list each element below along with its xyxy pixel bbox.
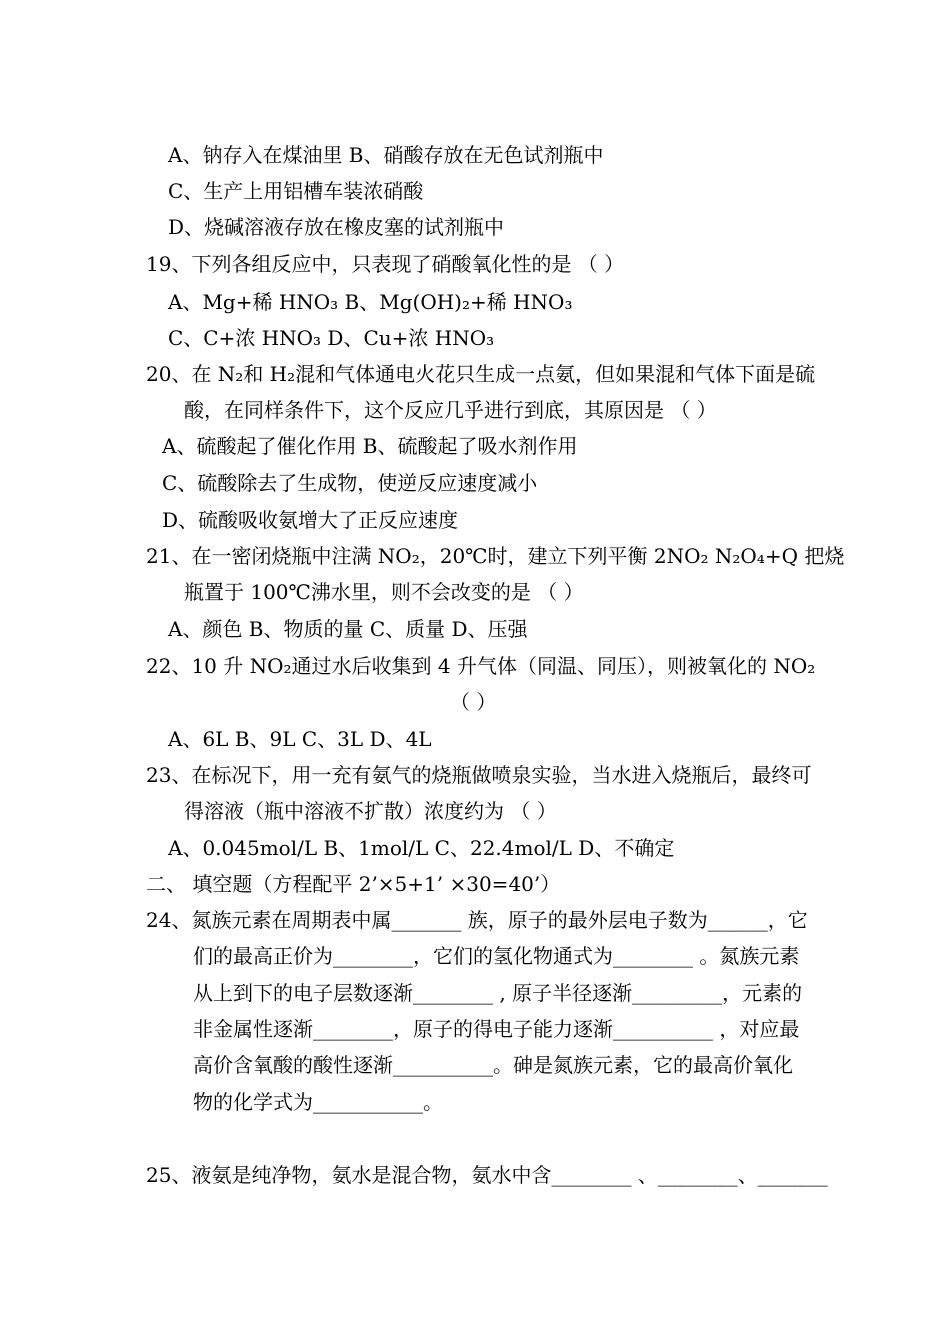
q20-option-line-ab: A、硫酸起了催化作用 B、硫酸起了吸水剂作用 [162, 434, 578, 458]
q22-stem: 22、10 升 NO₂通过水后收集到 4 升气体（同温、同压），则被氧化的 NO₂ [146, 654, 816, 678]
q19-option-line-cd: C、C+浓 HNO₃ D、Cu+浓 HNO₃ [168, 326, 495, 350]
q18-option-line-c: C、生产上用铝槽车装浓硝酸 [168, 179, 424, 203]
q24-line-2: 们的最高正价为________，它们的氢化物通式为________ 。氮族元素 [193, 944, 800, 968]
q24-line-1: 24、氮族元素在周期表中属_______ 族，原子的最外层电子数为______，它 [146, 908, 808, 932]
q19-option-line-ab: A、Mg+稀 HNO₃ B、Mg(OH)₂+稀 HNO₃ [168, 290, 573, 314]
q20-stem-line-2: 酸，在同样条件下，这个反应几乎进行到底，其原因是 （ ） [184, 398, 717, 422]
q24-line-4: 非金属性逐渐________，原子的得电子能力逐渐__________ ，对应最 [193, 1017, 800, 1041]
q21-stem-line-2: 瓶置于 100℃沸水里，则不会改变的是 （ ） [184, 580, 584, 604]
q23-options: A、0.045mol/L B、1mol/L C、22.4mol/L D、不确定 [168, 836, 675, 860]
q20-option-line-d: D、硫酸吸收氨增大了正反应速度 [162, 508, 459, 532]
q23-stem-line-2: 得溶液（瓶中溶液不扩散）浓度约为 （ ） [184, 799, 557, 823]
q21-stem-line-1: 21、在一密闭烧瓶中注满 NO₂，20℃时，建立下列平衡 2NO₂ N₂O₄+Q 把烧 [146, 544, 845, 568]
q22-answer-bracket: （ ） [450, 690, 497, 714]
q20-option-line-c: C、硫酸除去了生成物，使逆反应速度减小 [162, 471, 538, 495]
q25-line-1: 25、液氨是纯净物，氨水是混合物，氨水中含________ 、________、_______ [146, 1163, 828, 1187]
q20-stem-line-1: 20、在 N₂和 H₂混和气体通电火花只生成一点氨，但如果混和气体下面是硫 [146, 362, 816, 386]
q23-stem-line-1: 23、在标况下，用一充有氨气的烧瓶做喷泉实验，当水进入烧瓶后，最终可 [146, 763, 812, 787]
q22-options: A、6L B、9L C、3L D、4L [168, 727, 432, 751]
q24-line-5: 高价含氧酸的酸性逐渐__________。砷是氮族元素，它的最高价氧化 [193, 1053, 793, 1077]
q19-stem: 19、下列各组反应中，只表现了硝酸氧化性的是 （ ） [146, 252, 625, 276]
q18-option-line-ab: A、钠存入在煤油里 B、硝酸存放在无色试剂瓶中 [168, 143, 604, 167]
q18-option-line-d: D、烧碱溶液存放在橡皮塞的试剂瓶中 [168, 215, 505, 239]
q24-line-6: 物的化学式为___________。 [193, 1090, 443, 1114]
q24-line-3: 从上到下的电子层数逐渐________ , 原子半径逐渐_________，元素的 [193, 981, 803, 1005]
section-heading-fill-in: 二、 填空题（方程配平 2’×5+1’ ×30=40’） [146, 872, 561, 896]
q21-options: A、颜色 B、物质的量 C、质量 D、压强 [168, 617, 528, 641]
